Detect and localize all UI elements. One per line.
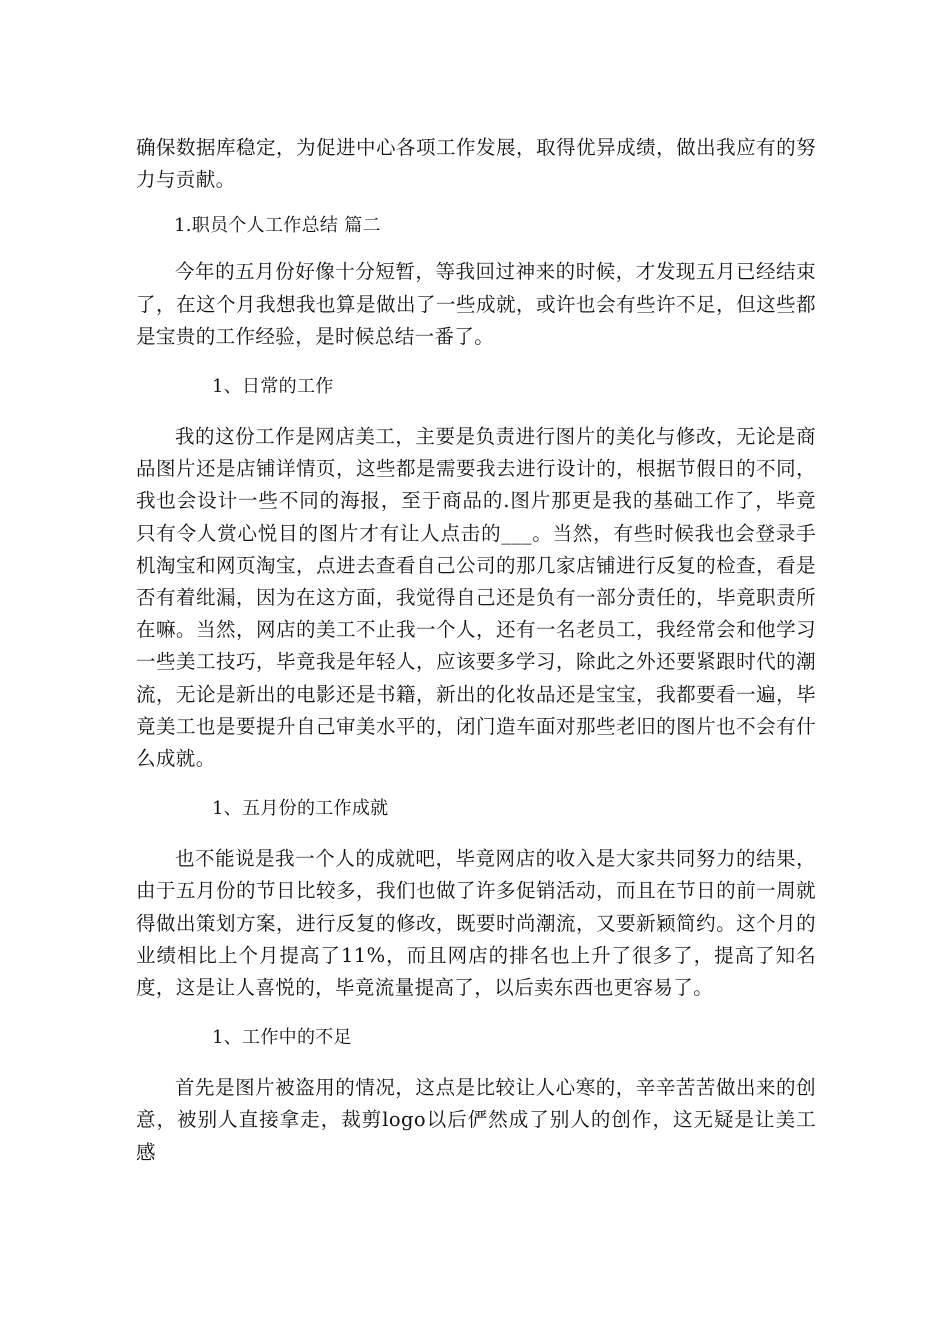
document-body [136, 132, 816, 1169]
paragraph-intro-continuation: 确保数据库稳定，为促进中心各项工作发展，取得优异成绩，做出我应有的努力与贡献。 [136, 136, 816, 192]
paragraph-may-summary: 今年的五月份好像十分短暂，等我回过神来的时候，才发现五月已经结束了，在这个月我想我也算是做出了一些成就，或许也会有些许不足，但这些都是宝贵的工作经验，是时候总结一番了。 [136, 260, 816, 348]
spacer [136, 1054, 816, 1072]
spacer [136, 196, 816, 210]
paragraph-shortcomings: 首先是图片被盗用的情况，这点是比较让人心寒的，辛辛苦苦做出来的创意，被别人直接拿走，裁剪logo以后俨然成了别人的创作，这无疑是让美工感 [136, 1076, 816, 1164]
spacer [136, 242, 816, 256]
spacer [136, 775, 816, 793]
spacer [136, 1004, 816, 1022]
spacer [136, 403, 816, 421]
spacer [136, 353, 816, 371]
spacer [136, 825, 816, 843]
section-heading: 1.职员个人工作总结 篇二 [174, 215, 381, 237]
paragraph-achievements: 也不能说是我一个人的成就吧，毕竟网店的收入是大家共同努力的结果，由于五月份的节日比较多，我们也做了许多促销活动，而且在节日的前一周就得做出策划方案，进行反复的修改，既要时尚潮流，又要新颖简约。这个月的业绩相比上个月提高了11%，而且网店的排名也上升了很多了，提高了知名度，这是让人喜悦的，毕竟流量提高了，以后卖东西也更容易了。 [136, 847, 816, 1000]
subheading-shortcomings: 1、工作中的不足 [212, 1027, 352, 1049]
subheading-daily-work: 1、日常的工作 [212, 376, 334, 398]
paragraph-daily-work: 我的这份工作是网店美工，主要是负责进行图片的美化与修改，无论是商品图片还是店铺详情页，这些都是需要我去进行设计的，根据节假日的不同，我也会设计一些不同的海报，至于商品的.图片那更是我的基础工作了，毕竟只有令人赏心悦目的图片才有让人点击的___。当然，有些时候我也会登录手机淘宝和网页淘宝，点进去查看自己公司的那几家店铺进行反复的检查，看是否有着纰漏，因为在这方面，我觉得自己还是负有一部分责任的，毕竟职责所在嘛。当然，网店的美工不止我一个人，还有一名老员工，我经常会和他学习一些美工技巧，毕竟我是年轻人，应该要多学习，除此之外还要紧跟时代的潮流，无论是新出的电影还是书籍，新出的化妆品还是宝宝，我都要看一遍，毕竟美工也是要提升自己审美水平的，闭门造车面对那些老旧的图片也不会有什么成就。 [136, 425, 816, 771]
subheading-achievements: 1、五月份的工作成就 [212, 798, 389, 820]
